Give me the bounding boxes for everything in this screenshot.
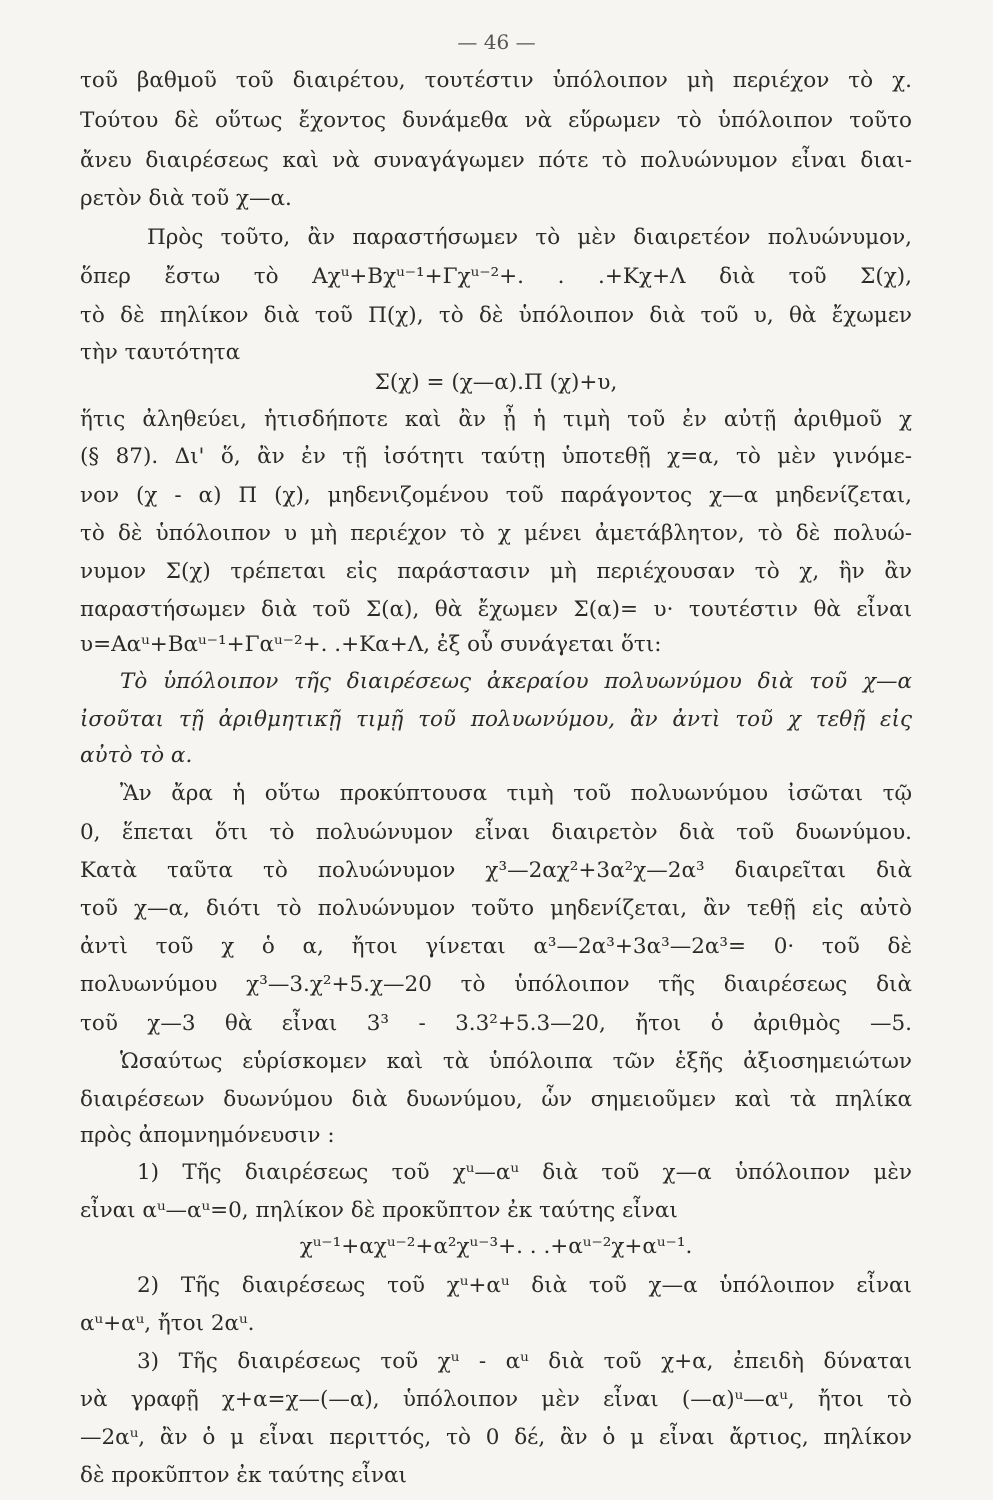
text-line: νυμον Σ(χ) τρέπεται εἰς παράστασιν μὴ περιέχουσαν τὸ χ, ἣν ἂν bbox=[80, 559, 912, 584]
text-line: Ὡσαύτως εὑρίσκομεν καὶ τὰ ὑπόλοιπα τῶν ἑξῆς ἀξιοσημειώτων bbox=[120, 1049, 912, 1074]
text-line: 0, ἕπεται ὅτι τὸ πολυώνυμον εἶναι διαιρετὸν διὰ τοῦ δυωνύμου. bbox=[80, 820, 912, 845]
text-line: νον (χ - α) Π (χ), μηδενιζομένου τοῦ παράγοντος χ—α μηδενίζεται, bbox=[80, 483, 912, 508]
text-line: Κατὰ ταῦτα τὸ πολυώνυμον χ³—2αχ²+3α²χ—2α³ διαιρεῖται διὰ bbox=[80, 858, 912, 883]
theorem-line: Τὸ ὑπόλοιπον τῆς διαιρέσεως ἀκεραίου πολυωνύμου διὰ τοῦ χ—α bbox=[120, 669, 912, 694]
text-line: τοῦ χ—α, διότι τὸ πολυώνυμον τοῦτο μηδενίζεται, ἂν τεθῇ εἰς αὐτὸ bbox=[80, 896, 912, 921]
text-line: τὴν ταυτότητα bbox=[80, 340, 241, 365]
theorem-line: ἰσοῦται τῇ ἀριθμητικῇ τιμῇ τοῦ πολυωνύμου, ἂν ἀντὶ τοῦ χ τεθῇ εἰς bbox=[80, 707, 912, 732]
text-line: υ=Ααᵘ+Βαᵘ⁻¹+Γαᵘ⁻²+. .+Κα+Λ, ἐξ οὗ συνάγεται ὅτι: bbox=[80, 632, 662, 657]
equation: χᵘ⁻¹+αχᵘ⁻²+α²χᵘ⁻³+. . .+αᵘ⁻²χ+αᵘ⁻¹. bbox=[299, 1234, 693, 1259]
text-line: παραστήσωμεν διὰ τοῦ Σ(α), θὰ ἔχωμεν Σ(α)= υ· τουτέστιν θὰ εἶναι bbox=[80, 597, 912, 622]
text-line: δὲ προκῦπτον ἐκ ταύτης εἶναι bbox=[80, 1463, 407, 1488]
text-line: ρετὸν διὰ τοῦ χ—α. bbox=[80, 186, 292, 211]
text-line: ὅπερ ἔστω τὸ Αχᵘ+Βχᵘ⁻¹+Γχᵘ⁻²+. . .+Κχ+Λ διὰ τοῦ Σ(χ), bbox=[80, 264, 912, 289]
text-line: (§ 87). Δι' ὅ, ἂν ἐν τῇ ἰσότητι ταύτῃ ὑποτεθῇ χ=α, τὸ μὲν γινόμε- bbox=[80, 444, 912, 469]
text-line: τοῦ βαθμοῦ τοῦ διαιρέτου, τουτέστιν ὑπόλοιπον μὴ περιέχον τὸ χ. bbox=[80, 68, 912, 93]
list-item: 2) Τῆς διαιρέσεως τοῦ χᵘ+αᵘ διὰ τοῦ χ—α ὑπόλοιπον εἶναι bbox=[137, 1273, 912, 1298]
text-line: εἶναι αᵘ—αᵘ=0, πηλίκον δὲ προκῦπτον ἐκ ταύτης εἶναι bbox=[80, 1198, 678, 1223]
text-line: Πρὸς τοῦτο, ἂν παραστήσωμεν τὸ μὲν διαιρετέον πολυώνυμον, bbox=[147, 225, 912, 250]
list-item: 1) Τῆς διαιρέσεως τοῦ χᵘ—αᵘ διὰ τοῦ χ—α ὑπόλοιπον μὲν bbox=[137, 1160, 912, 1185]
equation: Σ(χ) = (χ—α).Π (χ)+υ, bbox=[374, 370, 618, 395]
text-line: ἀντὶ τοῦ χ ὁ α, ἤτοι γίνεται α³—2α³+3α³—2α³= 0· τοῦ δὲ bbox=[80, 934, 912, 959]
text-line: —2αᵘ, ἂν ὁ μ εἶναι περιττός, τὸ 0 δέ, ἂν ὁ μ εἶναι ἄρτιος, πηλίκον bbox=[80, 1425, 912, 1450]
text-line: τὸ δὲ πηλίκον διὰ τοῦ Π(χ), τὸ δὲ ὑπόλοιπον διὰ τοῦ υ, θὰ ἔχωμεν bbox=[80, 303, 912, 328]
text-line: πρὸς ἀπομνημόνευσιν : bbox=[80, 1123, 335, 1148]
text-line: νὰ γραφῇ χ+α=χ—(—α), ὑπόλοιπον μὲν εἶναι (—α)ᵘ—αᵘ, ἤτοι τὸ bbox=[80, 1387, 912, 1412]
text-line: διαιρέσεων δυωνύμου διὰ δυωνύμου, ὧν σημειοῦμεν καὶ τὰ πηλίκα bbox=[80, 1087, 912, 1112]
theorem-line: αὐτὸ τὸ α. bbox=[80, 743, 193, 768]
page-number: — 46 — bbox=[457, 30, 536, 54]
text-line: ἄνευ διαιρέσεως καὶ νὰ συναγάγωμεν πότε τὸ πολυώνυμον εἶναι διαι- bbox=[80, 148, 912, 173]
text-line: Ἂν ἄρα ἡ οὕτω προκύπτουσα τιμὴ τοῦ πολυωνύμου ἰσῶται τῷ bbox=[120, 781, 912, 806]
text-line: ἥτις ἀληθεύει, ἡτισδήποτε καὶ ἂν ᾖ ἡ τιμὴ τοῦ ἐν αὐτῇ ἀριθμοῦ χ bbox=[80, 407, 912, 432]
list-item: 3) Τῆς διαιρέσεως τοῦ χᵘ - αᵘ διὰ τοῦ χ+α, ἐπειδὴ δύναται bbox=[137, 1349, 912, 1374]
text-line: τοῦ χ—3 θὰ εἶναι 3³ - 3.3²+5.3—20, ἤτοι ὁ ἀριθμὸς —5. bbox=[80, 1011, 912, 1036]
text-line: αᵘ+αᵘ, ἤτοι 2αᵘ. bbox=[80, 1311, 255, 1336]
text-line: πολυωνύμου χ³—3.χ²+5.χ—20 τὸ ὑπόλοιπον τῆς διαιρέσεως διὰ bbox=[80, 972, 912, 997]
text-line: τὸ δὲ ὑπόλοιπον υ μὴ περιέχον τὸ χ μένει ἀμετάβλητον, τὸ δὲ πολυώ- bbox=[80, 521, 912, 546]
text-line: Τούτου δὲ οὕτως ἔχοντος δυνάμεθα νὰ εὕρωμεν τὸ ὑπόλοιπον τοῦτο bbox=[80, 108, 912, 133]
